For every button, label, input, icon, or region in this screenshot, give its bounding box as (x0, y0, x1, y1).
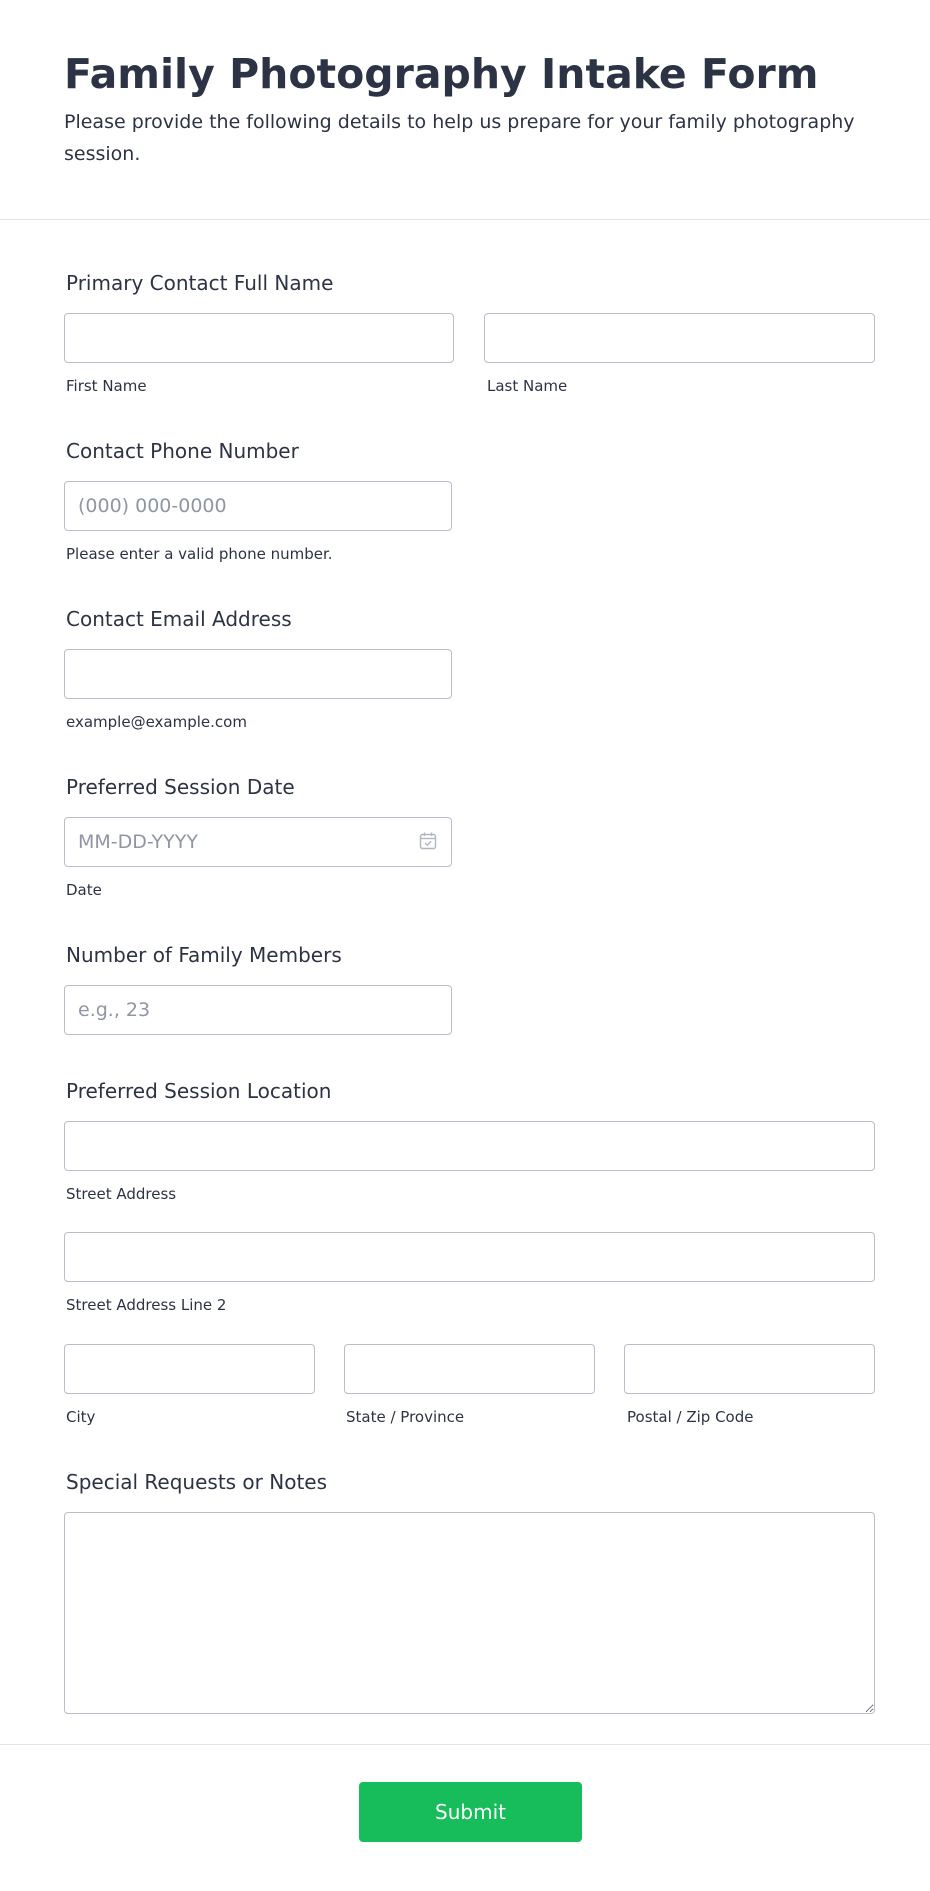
street-address-line2-sublabel: Street Address Line 2 (66, 1296, 227, 1314)
form-title: Family Photography Intake Form (64, 50, 819, 98)
session-date-sublabel: Date (66, 881, 102, 899)
email-label: Contact Email Address (66, 607, 292, 631)
last-name-input[interactable] (484, 313, 875, 363)
notes-textarea[interactable] (64, 1512, 875, 1714)
state-input[interactable] (344, 1344, 595, 1394)
session-date-label: Preferred Session Date (66, 775, 295, 799)
location-label: Preferred Session Location (66, 1079, 332, 1103)
first-name-input[interactable] (64, 313, 454, 363)
phone-label: Contact Phone Number (66, 439, 299, 463)
form-header (0, 0, 930, 220)
state-sublabel: State / Province (346, 1408, 465, 1426)
email-input[interactable] (64, 649, 452, 699)
zip-input[interactable] (624, 1344, 875, 1394)
phone-input[interactable] (64, 481, 452, 531)
street-address-input[interactable] (64, 1121, 875, 1171)
phone-sublabel: Please enter a valid phone number. (66, 545, 333, 563)
footer-divider (0, 1744, 930, 1745)
session-date-input[interactable] (64, 817, 452, 867)
calendar-icon[interactable] (418, 831, 438, 851)
notes-label: Special Requests or Notes (66, 1470, 328, 1494)
city-sublabel: City (66, 1408, 96, 1426)
form-subtitle: Please provide the following details to help us prepare for your family photography session. (64, 111, 855, 165)
full-name-label: Primary Contact Full Name (66, 271, 334, 295)
email-sublabel: example@example.com (66, 713, 247, 731)
street-address-sublabel: Street Address (66, 1185, 177, 1203)
first-name-sublabel: First Name (66, 377, 147, 395)
last-name-sublabel: Last Name (487, 377, 568, 395)
submit-button[interactable]: Submit (359, 1782, 582, 1842)
family-members-input[interactable] (64, 985, 452, 1035)
city-input[interactable] (64, 1344, 315, 1394)
family-members-label: Number of Family Members (66, 943, 342, 967)
street-address-line2-input[interactable] (64, 1232, 875, 1282)
zip-sublabel: Postal / Zip Code (627, 1408, 754, 1426)
